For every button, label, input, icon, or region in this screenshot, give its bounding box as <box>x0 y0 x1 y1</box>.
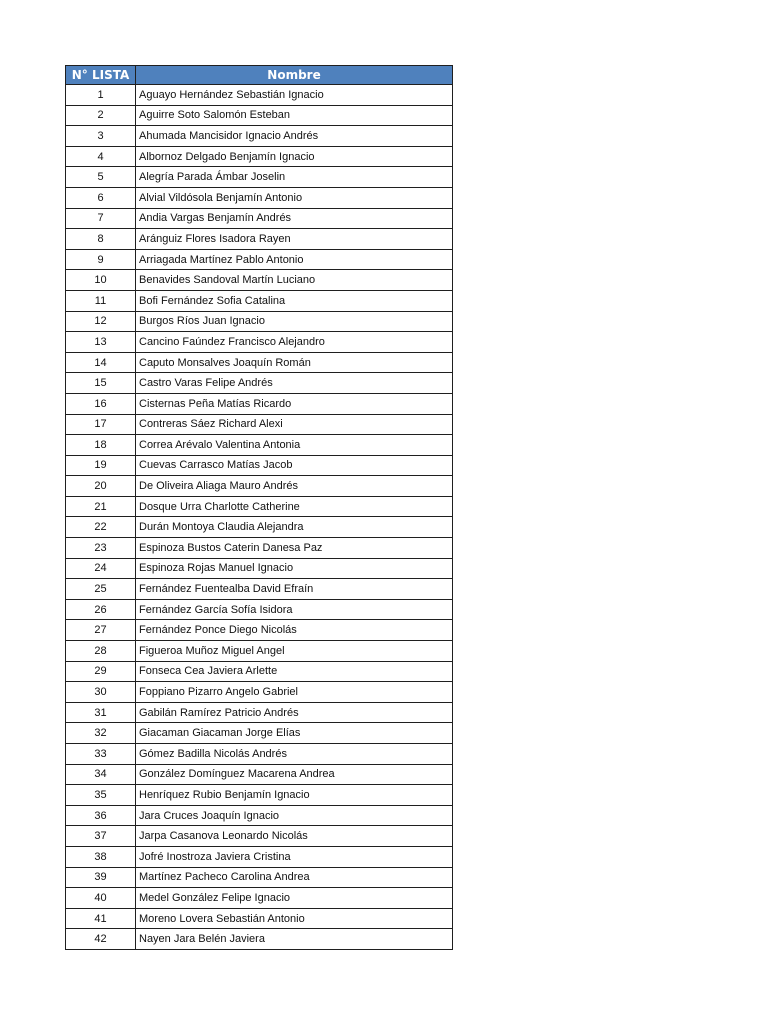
table-row <box>66 579 453 600</box>
table-row <box>66 208 453 229</box>
table-row <box>66 929 453 950</box>
table-row <box>66 908 453 929</box>
table-row <box>66 867 453 888</box>
table-row <box>66 105 453 126</box>
student-name-cell: Jarpa Casanova Leonardo Nicolás <box>136 826 453 847</box>
student-name-cell: Fonseca Cea Javiera Arlette <box>136 661 453 682</box>
list-number-cell: 40 <box>66 888 136 909</box>
table-header <box>66 66 453 85</box>
list-number-cell: 21 <box>66 496 136 517</box>
student-name-cell: Bofi Fernández Sofia Catalina <box>136 290 453 311</box>
student-name-cell: Cancino Faúndez Francisco Alejandro <box>136 332 453 353</box>
student-name-cell: Alegría Parada Ámbar Joselin <box>136 167 453 188</box>
list-number-cell: 34 <box>66 764 136 785</box>
student-name-cell: Martínez Pacheco Carolina Andrea <box>136 867 453 888</box>
table-row <box>66 167 453 188</box>
student-name-cell: Jara Cruces Joaquín Ignacio <box>136 805 453 826</box>
list-number-cell: 31 <box>66 702 136 723</box>
student-roster-table <box>65 65 453 950</box>
student-name-cell: Fernández Fuentealba David Efraín <box>136 579 453 600</box>
table-row <box>66 311 453 332</box>
list-number-cell: 28 <box>66 641 136 662</box>
student-name-cell: Aránguiz Flores Isadora Rayen <box>136 229 453 250</box>
student-name-cell: Moreno Lovera Sebastián Antonio <box>136 908 453 929</box>
table-row <box>66 846 453 867</box>
list-number-cell: 29 <box>66 661 136 682</box>
student-name-cell: Figueroa Muñoz Miguel Angel <box>136 641 453 662</box>
student-name-cell: Dosque Urra Charlotte Catherine <box>136 496 453 517</box>
student-name-cell: Espinoza Bustos Caterin Danesa Paz <box>136 538 453 559</box>
table-row <box>66 682 453 703</box>
student-name-cell: Arriagada Martínez Pablo Antonio <box>136 249 453 270</box>
column-header-name: Nombre <box>136 66 453 85</box>
student-name-cell: Castro Varas Felipe Andrés <box>136 373 453 394</box>
list-number-cell: 35 <box>66 785 136 806</box>
table-row <box>66 641 453 662</box>
student-name-cell: González Domínguez Macarena Andrea <box>136 764 453 785</box>
list-number-cell: 3 <box>66 126 136 147</box>
table-row <box>66 661 453 682</box>
list-number-cell: 10 <box>66 270 136 291</box>
table-row <box>66 414 453 435</box>
table-row <box>66 723 453 744</box>
table-row <box>66 826 453 847</box>
column-header-number: N° LISTA <box>66 66 136 85</box>
table-row <box>66 538 453 559</box>
table-body <box>66 85 453 950</box>
table-row <box>66 352 453 373</box>
student-name-cell: Fernández García Sofía Isidora <box>136 599 453 620</box>
header-row <box>66 66 453 85</box>
student-name-cell: Durán Montoya Claudia Alejandra <box>136 517 453 538</box>
table-row <box>66 290 453 311</box>
table-row <box>66 888 453 909</box>
student-name-cell: Albornoz Delgado Benjamín Ignacio <box>136 146 453 167</box>
student-name-cell: Cisternas Peña Matías Ricardo <box>136 393 453 414</box>
list-number-cell: 37 <box>66 826 136 847</box>
table-row <box>66 764 453 785</box>
list-number-cell: 8 <box>66 229 136 250</box>
table-row <box>66 373 453 394</box>
list-number-cell: 20 <box>66 476 136 497</box>
table-row <box>66 785 453 806</box>
student-name-cell: Foppiano Pizarro Angelo Gabriel <box>136 682 453 703</box>
list-number-cell: 1 <box>66 85 136 106</box>
student-name-cell: Caputo Monsalves Joaquín Román <box>136 352 453 373</box>
list-number-cell: 36 <box>66 805 136 826</box>
list-number-cell: 33 <box>66 744 136 765</box>
list-number-cell: 18 <box>66 435 136 456</box>
table-row <box>66 85 453 106</box>
list-number-cell: 12 <box>66 311 136 332</box>
list-number-cell: 6 <box>66 187 136 208</box>
student-name-cell: Henríquez Rubio Benjamín Ignacio <box>136 785 453 806</box>
table-row <box>66 146 453 167</box>
list-number-cell: 24 <box>66 558 136 579</box>
list-number-cell: 15 <box>66 373 136 394</box>
table-row <box>66 126 453 147</box>
list-number-cell: 13 <box>66 332 136 353</box>
list-number-cell: 4 <box>66 146 136 167</box>
student-name-cell: Ahumada Mancisidor Ignacio Andrés <box>136 126 453 147</box>
table-row <box>66 332 453 353</box>
table-row <box>66 435 453 456</box>
student-name-cell: Correa Arévalo Valentina Antonia <box>136 435 453 456</box>
list-number-cell: 2 <box>66 105 136 126</box>
student-name-cell: Alvial Vildósola Benjamín Antonio <box>136 187 453 208</box>
table-row <box>66 496 453 517</box>
table-row <box>66 229 453 250</box>
student-name-cell: Nayen Jara Belén Javiera <box>136 929 453 950</box>
table-row <box>66 744 453 765</box>
student-name-cell: Andia Vargas Benjamín Andrés <box>136 208 453 229</box>
table-row <box>66 393 453 414</box>
student-name-cell: Burgos Ríos Juan Ignacio <box>136 311 453 332</box>
student-name-cell: Gabilán Ramírez Patricio Andrés <box>136 702 453 723</box>
list-number-cell: 7 <box>66 208 136 229</box>
list-number-cell: 19 <box>66 455 136 476</box>
table-row <box>66 599 453 620</box>
table-row <box>66 702 453 723</box>
list-number-cell: 16 <box>66 393 136 414</box>
list-number-cell: 32 <box>66 723 136 744</box>
list-number-cell: 5 <box>66 167 136 188</box>
list-number-cell: 26 <box>66 599 136 620</box>
list-number-cell: 17 <box>66 414 136 435</box>
list-number-cell: 27 <box>66 620 136 641</box>
student-name-cell: Cuevas Carrasco Matías Jacob <box>136 455 453 476</box>
list-number-cell: 11 <box>66 290 136 311</box>
student-name-cell: Aguayo Hernández Sebastián Ignacio <box>136 85 453 106</box>
table-row <box>66 517 453 538</box>
list-number-cell: 25 <box>66 579 136 600</box>
table-row <box>66 620 453 641</box>
table-row <box>66 187 453 208</box>
list-number-cell: 39 <box>66 867 136 888</box>
table-row <box>66 805 453 826</box>
student-name-cell: De Oliveira Aliaga Mauro Andrés <box>136 476 453 497</box>
table-row <box>66 455 453 476</box>
student-name-cell: Gómez Badilla Nicolás Andrés <box>136 744 453 765</box>
student-name-cell: Giacaman Giacaman Jorge Elías <box>136 723 453 744</box>
student-name-cell: Contreras Sáez Richard Alexi <box>136 414 453 435</box>
student-name-cell: Espinoza Rojas Manuel Ignacio <box>136 558 453 579</box>
table-row <box>66 249 453 270</box>
table-row <box>66 270 453 291</box>
list-number-cell: 23 <box>66 538 136 559</box>
list-number-cell: 30 <box>66 682 136 703</box>
student-name-cell: Jofré Inostroza Javiera Cristina <box>136 846 453 867</box>
student-name-cell: Medel González Felipe Ignacio <box>136 888 453 909</box>
list-number-cell: 14 <box>66 352 136 373</box>
list-number-cell: 9 <box>66 249 136 270</box>
list-number-cell: 38 <box>66 846 136 867</box>
list-number-cell: 42 <box>66 929 136 950</box>
student-name-cell: Fernández Ponce Diego Nicolás <box>136 620 453 641</box>
list-number-cell: 22 <box>66 517 136 538</box>
student-name-cell: Benavides Sandoval Martín Luciano <box>136 270 453 291</box>
list-number-cell: 41 <box>66 908 136 929</box>
table-row <box>66 476 453 497</box>
table-row <box>66 558 453 579</box>
student-name-cell: Aguirre Soto Salomón Esteban <box>136 105 453 126</box>
